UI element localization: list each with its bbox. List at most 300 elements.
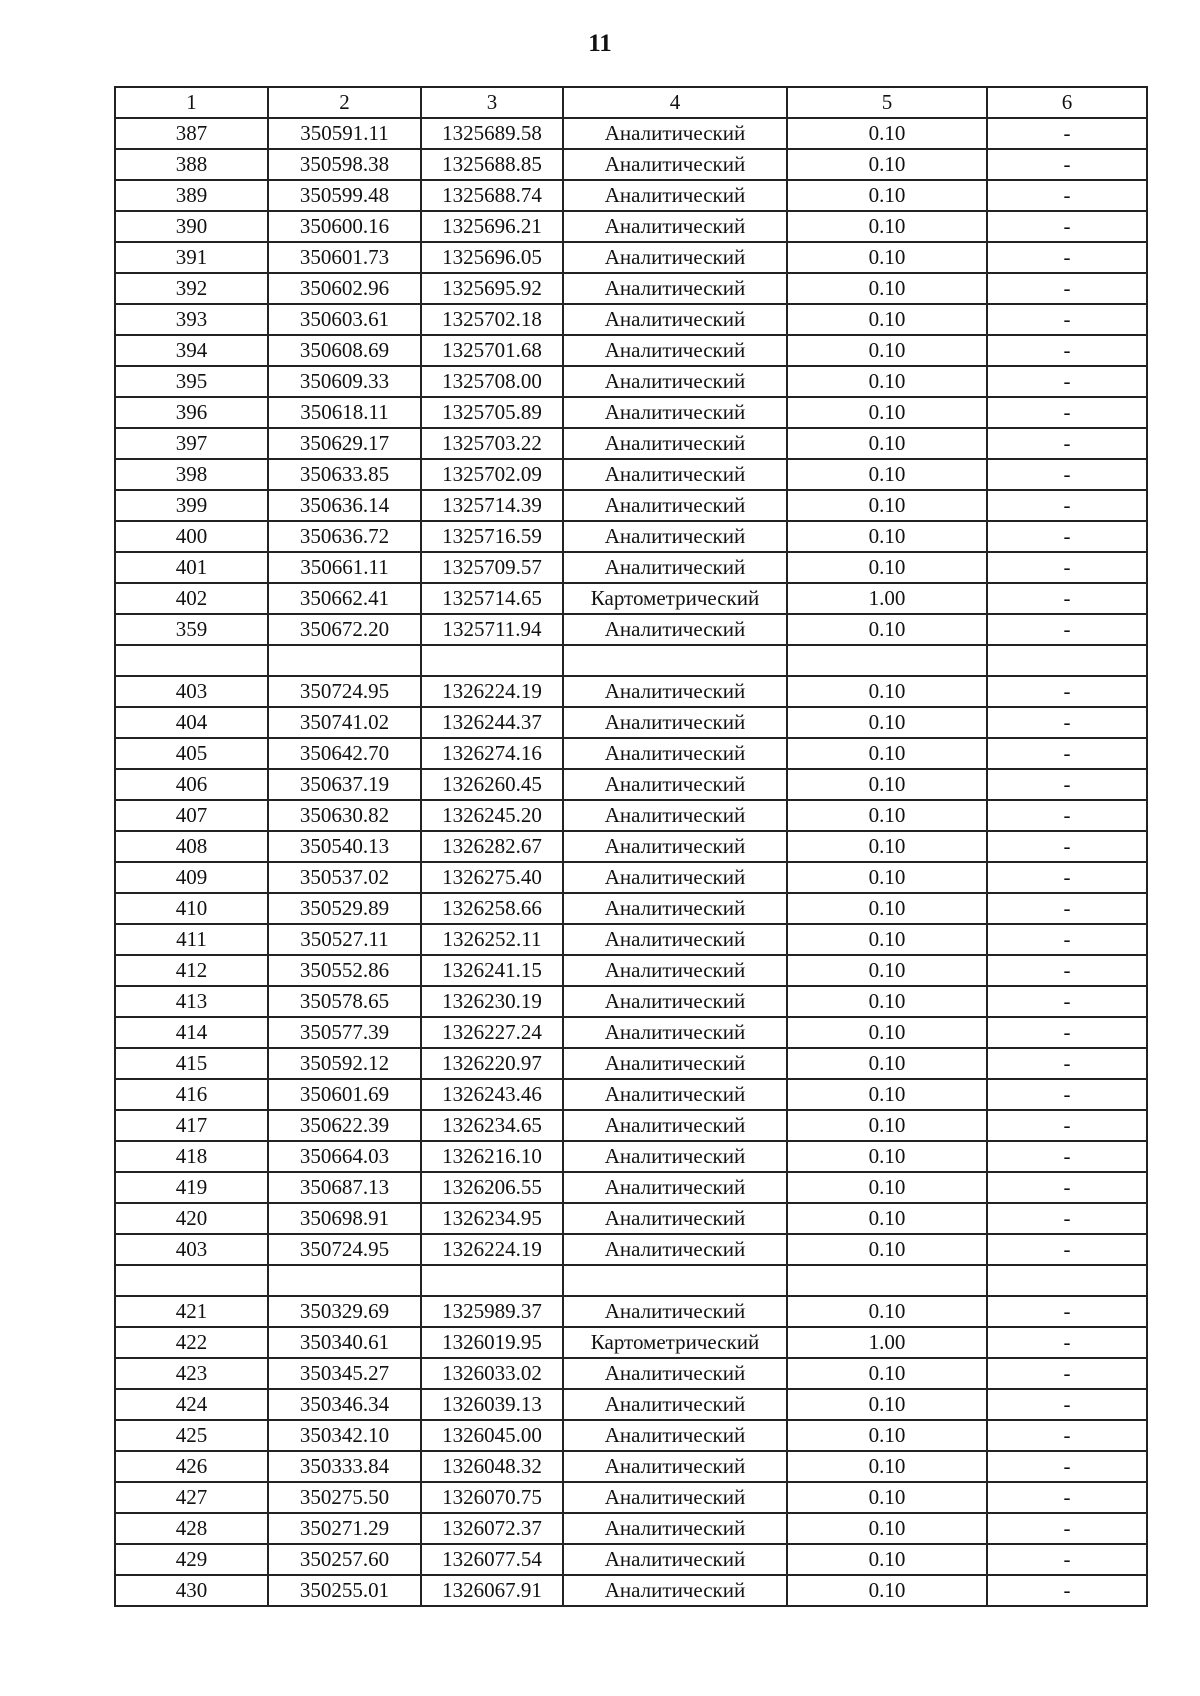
table-cell-col-3: 1325688.74 — [421, 180, 563, 211]
table-cell-col-5: 0.10 — [787, 335, 987, 366]
table-cell-col-1: 429 — [115, 1544, 268, 1575]
table-cell-col-5: 0.10 — [787, 769, 987, 800]
table-cell-col-5: 0.10 — [787, 707, 987, 738]
table-row — [115, 242, 1147, 273]
table-row — [115, 1203, 1147, 1234]
table-cell-col-6: - — [987, 273, 1147, 304]
table-row — [115, 459, 1147, 490]
table-cell-col-2: 350622.39 — [268, 1110, 421, 1141]
table-cell-col-3: 1326072.37 — [421, 1513, 563, 1544]
table-cell-col-5: 1.00 — [787, 1327, 987, 1358]
table-cell-col-6: - — [987, 1017, 1147, 1048]
table-row — [115, 924, 1147, 955]
table-cell-col-3: 1325702.18 — [421, 304, 563, 335]
table-cell-col-4: Аналитический — [563, 1110, 787, 1141]
table-cell-col-6: - — [987, 428, 1147, 459]
table-cell-col-3: 1326048.32 — [421, 1451, 563, 1482]
table-cell-col-3: 1325701.68 — [421, 335, 563, 366]
table-cell-col-5: 0.10 — [787, 1234, 987, 1265]
table-cell-col-4: Аналитический — [563, 1389, 787, 1420]
table-row — [115, 769, 1147, 800]
table-cell-col-3: 1326067.91 — [421, 1575, 563, 1606]
table-cell-col-4: Аналитический — [563, 1544, 787, 1575]
table-cell-col-1 — [115, 645, 268, 676]
table-cell-col-2: 350618.11 — [268, 397, 421, 428]
table-cell-col-6: - — [987, 614, 1147, 645]
table-row — [115, 1575, 1147, 1606]
table-cell-col-1: 387 — [115, 118, 268, 149]
table-cell-col-6: - — [987, 1110, 1147, 1141]
table-row — [115, 1513, 1147, 1544]
table-cell-col-4: Аналитический — [563, 986, 787, 1017]
table-cell-col-6: - — [987, 459, 1147, 490]
table-cell-col-2: 350529.89 — [268, 893, 421, 924]
table-cell-col-4: Аналитический — [563, 242, 787, 273]
table-cell-col-6: - — [987, 1296, 1147, 1327]
table-row — [115, 1141, 1147, 1172]
table-row — [115, 614, 1147, 645]
table-cell-col-2: 350340.61 — [268, 1327, 421, 1358]
table-cell-col-5: 0.10 — [787, 676, 987, 707]
table-row — [115, 1389, 1147, 1420]
column-header-1: 1 — [115, 87, 268, 118]
table-row — [115, 583, 1147, 614]
table-cell-col-5 — [787, 645, 987, 676]
table-cell-col-6: - — [987, 955, 1147, 986]
table-cell-col-3: 1326244.37 — [421, 707, 563, 738]
table-cell-col-4: Аналитический — [563, 397, 787, 428]
table-cell-col-4: Аналитический — [563, 738, 787, 769]
table-cell-col-5: 0.10 — [787, 1017, 987, 1048]
table-row — [115, 1327, 1147, 1358]
table-cell-col-2: 350636.72 — [268, 521, 421, 552]
table-cell-col-6: - — [987, 366, 1147, 397]
table-cell-col-6: - — [987, 1327, 1147, 1358]
table-cell-col-3: 1326275.40 — [421, 862, 563, 893]
table-cell-col-2: 350602.96 — [268, 273, 421, 304]
table-cell-col-6: - — [987, 707, 1147, 738]
table-cell-col-1: 427 — [115, 1482, 268, 1513]
table-cell-col-3: 1326206.55 — [421, 1172, 563, 1203]
table-cell-col-6: - — [987, 924, 1147, 955]
table-cell-col-1: 416 — [115, 1079, 268, 1110]
table-row — [115, 1544, 1147, 1575]
column-header-3: 3 — [421, 87, 563, 118]
table-cell-col-4: Аналитический — [563, 1172, 787, 1203]
table-cell-col-2: 350577.39 — [268, 1017, 421, 1048]
table-cell-col-5: 0.10 — [787, 800, 987, 831]
column-header-5: 5 — [787, 87, 987, 118]
table-cell-col-1: 403 — [115, 1234, 268, 1265]
table-cell-col-2: 350329.69 — [268, 1296, 421, 1327]
table-cell-col-3: 1325714.39 — [421, 490, 563, 521]
table-cell-col-3: 1326216.10 — [421, 1141, 563, 1172]
table-cell-col-3: 1326282.67 — [421, 831, 563, 862]
table-row — [115, 552, 1147, 583]
table-cell-col-2: 350257.60 — [268, 1544, 421, 1575]
table-cell-col-4: Аналитический — [563, 273, 787, 304]
table-cell-col-3: 1325705.89 — [421, 397, 563, 428]
table-cell-col-3: 1326019.95 — [421, 1327, 563, 1358]
table-cell-col-6: - — [987, 1079, 1147, 1110]
table-cell-col-6: - — [987, 986, 1147, 1017]
table-row-blank — [115, 645, 1147, 676]
table-cell-col-3: 1325689.58 — [421, 118, 563, 149]
table-cell-col-4: Аналитический — [563, 924, 787, 955]
table-cell-col-1: 414 — [115, 1017, 268, 1048]
table-row — [115, 1234, 1147, 1265]
table-cell-col-5: 0.10 — [787, 1141, 987, 1172]
table-cell-col-2: 350664.03 — [268, 1141, 421, 1172]
table-cell-col-2: 350724.95 — [268, 676, 421, 707]
table-cell-col-4 — [563, 645, 787, 676]
table-cell-col-1: 405 — [115, 738, 268, 769]
table-row — [115, 1482, 1147, 1513]
table-cell-col-6: - — [987, 118, 1147, 149]
table-cell-col-6: - — [987, 769, 1147, 800]
table-cell-col-5: 0.10 — [787, 1451, 987, 1482]
table-cell-col-4: Аналитический — [563, 1141, 787, 1172]
table-cell-col-6: - — [987, 800, 1147, 831]
table-cell-col-1: 423 — [115, 1358, 268, 1389]
table-cell-col-2: 350552.86 — [268, 955, 421, 986]
table-cell-col-5: 0.10 — [787, 1389, 987, 1420]
table-cell-col-5: 0.10 — [787, 1079, 987, 1110]
table-cell-col-2: 350687.13 — [268, 1172, 421, 1203]
table-cell-col-3: 1326220.97 — [421, 1048, 563, 1079]
table-cell-col-1: 418 — [115, 1141, 268, 1172]
table-cell-col-1: 403 — [115, 676, 268, 707]
table-cell-col-3: 1325695.92 — [421, 273, 563, 304]
table-cell-col-2: 350600.16 — [268, 211, 421, 242]
table-cell-col-3: 1325703.22 — [421, 428, 563, 459]
table-cell-col-4: Аналитический — [563, 1203, 787, 1234]
table-row — [115, 1048, 1147, 1079]
table-row — [115, 1420, 1147, 1451]
table-cell-col-2: 350636.14 — [268, 490, 421, 521]
table-cell-col-3: 1326230.19 — [421, 986, 563, 1017]
table-cell-col-2: 350255.01 — [268, 1575, 421, 1606]
table-cell-col-6: - — [987, 1544, 1147, 1575]
table-row — [115, 831, 1147, 862]
page-number: 11 — [588, 30, 612, 57]
table-cell-col-4: Аналитический — [563, 614, 787, 645]
table-cell-col-4: Аналитический — [563, 118, 787, 149]
table-cell-col-1: 394 — [115, 335, 268, 366]
table-cell-col-6: - — [987, 1420, 1147, 1451]
table-cell-col-6: - — [987, 552, 1147, 583]
table-row — [115, 366, 1147, 397]
table-cell-col-5: 0.10 — [787, 924, 987, 955]
table-cell-col-2: 350275.50 — [268, 1482, 421, 1513]
table-cell-col-3 — [421, 645, 563, 676]
table-cell-col-5: 0.10 — [787, 149, 987, 180]
column-header-4: 4 — [563, 87, 787, 118]
header-row — [115, 87, 1147, 118]
table-cell-col-6: - — [987, 893, 1147, 924]
table-cell-col-2: 350599.48 — [268, 180, 421, 211]
table-cell-col-6: - — [987, 211, 1147, 242]
table-cell-col-4: Аналитический — [563, 955, 787, 986]
table-cell-col-4: Аналитический — [563, 831, 787, 862]
table-cell-col-6: - — [987, 397, 1147, 428]
table-cell-col-4: Аналитический — [563, 1296, 787, 1327]
table-cell-col-2: 350637.19 — [268, 769, 421, 800]
table-row — [115, 335, 1147, 366]
table-cell-col-2: 350346.34 — [268, 1389, 421, 1420]
table-row — [115, 149, 1147, 180]
table-cell-col-3: 1326245.20 — [421, 800, 563, 831]
table-cell-col-4: Аналитический — [563, 149, 787, 180]
table-cell-col-1: 401 — [115, 552, 268, 583]
table-cell-col-3: 1326258.66 — [421, 893, 563, 924]
table-cell-col-2: 350537.02 — [268, 862, 421, 893]
table-cell-col-2: 350608.69 — [268, 335, 421, 366]
table-cell-col-6: - — [987, 242, 1147, 273]
table-cell-col-2: 350578.65 — [268, 986, 421, 1017]
table-cell-col-4: Аналитический — [563, 1358, 787, 1389]
table-cell-col-3: 1325989.37 — [421, 1296, 563, 1327]
table-cell-col-2: 350540.13 — [268, 831, 421, 862]
table-cell-col-1: 388 — [115, 149, 268, 180]
table-cell-col-4: Аналитический — [563, 180, 787, 211]
table-cell-col-6: - — [987, 1513, 1147, 1544]
table-cell-col-6: - — [987, 738, 1147, 769]
table-cell-col-3: 1325702.09 — [421, 459, 563, 490]
table-cell-col-3: 1326039.13 — [421, 1389, 563, 1420]
table-cell-col-1: 399 — [115, 490, 268, 521]
table-cell-col-4: Аналитический — [563, 335, 787, 366]
table-cell-col-5: 0.10 — [787, 1110, 987, 1141]
table-cell-col-1 — [115, 1265, 268, 1296]
table-row — [115, 1296, 1147, 1327]
table-cell-col-4: Аналитический — [563, 893, 787, 924]
table-cell-col-3: 1326260.45 — [421, 769, 563, 800]
table-cell-col-5: 0.10 — [787, 862, 987, 893]
table-cell-col-3: 1325711.94 — [421, 614, 563, 645]
table-row — [115, 800, 1147, 831]
table-cell-col-6: - — [987, 335, 1147, 366]
table-cell-col-3: 1326234.65 — [421, 1110, 563, 1141]
table-cell-col-1: 400 — [115, 521, 268, 552]
table-cell-col-4: Аналитический — [563, 428, 787, 459]
table-cell-col-5: 0.10 — [787, 397, 987, 428]
table-cell-col-5: 0.10 — [787, 738, 987, 769]
table-cell-col-5: 0.10 — [787, 955, 987, 986]
table-cell-col-6: - — [987, 1389, 1147, 1420]
table-cell-col-1: 408 — [115, 831, 268, 862]
table-cell-col-1: 395 — [115, 366, 268, 397]
table-row — [115, 521, 1147, 552]
table-cell-col-5: 0.10 — [787, 831, 987, 862]
table-cell-col-4: Аналитический — [563, 1048, 787, 1079]
column-header-2: 2 — [268, 87, 421, 118]
table-cell-col-5: 0.10 — [787, 180, 987, 211]
table-cell-col-5: 0.10 — [787, 1203, 987, 1234]
table-cell-col-6: - — [987, 676, 1147, 707]
table-row — [115, 397, 1147, 428]
table-cell-col-4: Аналитический — [563, 211, 787, 242]
table-cell-col-3: 1325716.59 — [421, 521, 563, 552]
table-cell-col-3: 1325696.21 — [421, 211, 563, 242]
coordinates-table — [114, 86, 1148, 1607]
table-cell-col-1: 406 — [115, 769, 268, 800]
table-cell-col-1: 389 — [115, 180, 268, 211]
table-cell-col-4: Аналитический — [563, 1482, 787, 1513]
table-cell-col-4: Аналитический — [563, 1575, 787, 1606]
table-cell-col-5: 0.10 — [787, 1482, 987, 1513]
table-cell-col-5: 0.10 — [787, 459, 987, 490]
table-cell-col-5: 0.10 — [787, 242, 987, 273]
table-cell-col-5: 0.10 — [787, 118, 987, 149]
table-cell-col-2: 350642.70 — [268, 738, 421, 769]
table-cell-col-1: 417 — [115, 1110, 268, 1141]
table-cell-col-4: Картометрический — [563, 583, 787, 614]
table-cell-col-3: 1326224.19 — [421, 1234, 563, 1265]
table-cell-col-6: - — [987, 583, 1147, 614]
table-cell-col-2: 350633.85 — [268, 459, 421, 490]
table-cell-col-4: Аналитический — [563, 459, 787, 490]
table-cell-col-2: 350598.38 — [268, 149, 421, 180]
table-cell-col-3: 1326252.11 — [421, 924, 563, 955]
table-cell-col-6: - — [987, 1358, 1147, 1389]
table-cell-col-4: Аналитический — [563, 1451, 787, 1482]
table-cell-col-5: 0.10 — [787, 428, 987, 459]
table-cell-col-5: 0.10 — [787, 304, 987, 335]
table-cell-col-2: 350601.69 — [268, 1079, 421, 1110]
table-row — [115, 955, 1147, 986]
table-cell-col-1: 422 — [115, 1327, 268, 1358]
table-cell-col-6: - — [987, 521, 1147, 552]
table-cell-col-4: Аналитический — [563, 707, 787, 738]
table-cell-col-2: 350271.29 — [268, 1513, 421, 1544]
table-cell-col-2: 350698.91 — [268, 1203, 421, 1234]
table-cell-col-6: - — [987, 149, 1147, 180]
table-cell-col-5: 0.10 — [787, 1544, 987, 1575]
table-cell-col-1: 424 — [115, 1389, 268, 1420]
table-row — [115, 1110, 1147, 1141]
table-cell-col-2: 350591.11 — [268, 118, 421, 149]
table-cell-col-4: Аналитический — [563, 1017, 787, 1048]
table-cell-col-5: 0.10 — [787, 1575, 987, 1606]
table-row — [115, 676, 1147, 707]
table-cell-col-4: Аналитический — [563, 862, 787, 893]
table-cell-col-3: 1326243.46 — [421, 1079, 563, 1110]
table-cell-col-1: 393 — [115, 304, 268, 335]
table-cell-col-5: 0.10 — [787, 1296, 987, 1327]
table-cell-col-4: Аналитический — [563, 800, 787, 831]
table-cell-col-5: 0.10 — [787, 211, 987, 242]
table-cell-col-1: 397 — [115, 428, 268, 459]
table-cell-col-5: 0.10 — [787, 521, 987, 552]
table-row — [115, 862, 1147, 893]
table-cell-col-6 — [987, 645, 1147, 676]
table-cell-col-1: 392 — [115, 273, 268, 304]
table-cell-col-4 — [563, 1265, 787, 1296]
table-cell-col-5: 1.00 — [787, 583, 987, 614]
table-cell-col-2: 350662.41 — [268, 583, 421, 614]
table-cell-col-1: 413 — [115, 986, 268, 1017]
table-cell-col-3: 1326033.02 — [421, 1358, 563, 1389]
table-cell-col-4: Аналитический — [563, 676, 787, 707]
table-cell-col-1: 359 — [115, 614, 268, 645]
table-row — [115, 1017, 1147, 1048]
table-cell-col-1: 421 — [115, 1296, 268, 1327]
table-cell-col-2: 350603.61 — [268, 304, 421, 335]
table-cell-col-5: 0.10 — [787, 1358, 987, 1389]
table-cell-col-1: 412 — [115, 955, 268, 986]
table-cell-col-4: Аналитический — [563, 1234, 787, 1265]
table-cell-col-6: - — [987, 1234, 1147, 1265]
table-cell-col-1: 396 — [115, 397, 268, 428]
table-cell-col-3: 1326234.95 — [421, 1203, 563, 1234]
table-cell-col-5: 0.10 — [787, 1048, 987, 1079]
table-cell-col-5: 0.10 — [787, 490, 987, 521]
column-header-6: 6 — [987, 87, 1147, 118]
table-row — [115, 893, 1147, 924]
table-cell-col-2 — [268, 645, 421, 676]
table-cell-col-5: 0.10 — [787, 366, 987, 397]
table-cell-col-4: Аналитический — [563, 304, 787, 335]
table-cell-col-6: - — [987, 1203, 1147, 1234]
table-cell-col-5: 0.10 — [787, 986, 987, 1017]
table-cell-col-1: 420 — [115, 1203, 268, 1234]
table-cell-col-2: 350527.11 — [268, 924, 421, 955]
table-cell-col-5 — [787, 1265, 987, 1296]
table-cell-col-6 — [987, 1265, 1147, 1296]
table-cell-col-4: Аналитический — [563, 552, 787, 583]
table-cell-col-1: 410 — [115, 893, 268, 924]
table-cell-col-2: 350630.82 — [268, 800, 421, 831]
table-cell-col-4: Аналитический — [563, 1513, 787, 1544]
table-row — [115, 707, 1147, 738]
table-row — [115, 211, 1147, 242]
table-cell-col-4: Аналитический — [563, 366, 787, 397]
table-cell-col-1: 391 — [115, 242, 268, 273]
table-cell-col-4: Аналитический — [563, 1079, 787, 1110]
table-cell-col-1: 407 — [115, 800, 268, 831]
table-cell-col-2: 350601.73 — [268, 242, 421, 273]
table-row — [115, 490, 1147, 521]
table-row — [115, 273, 1147, 304]
table-cell-col-3: 1326224.19 — [421, 676, 563, 707]
table-cell-col-1: 402 — [115, 583, 268, 614]
table-row — [115, 304, 1147, 335]
table-cell-col-5: 0.10 — [787, 893, 987, 924]
table-row — [115, 180, 1147, 211]
table-cell-col-3 — [421, 1265, 563, 1296]
table-cell-col-5: 0.10 — [787, 614, 987, 645]
table-cell-col-1: 415 — [115, 1048, 268, 1079]
table-cell-col-6: - — [987, 831, 1147, 862]
table-cell-col-1: 398 — [115, 459, 268, 490]
table-cell-col-1: 419 — [115, 1172, 268, 1203]
table-row — [115, 738, 1147, 769]
table-cell-col-3: 1325714.65 — [421, 583, 563, 614]
table-cell-col-6: - — [987, 1451, 1147, 1482]
table-cell-col-2: 350333.84 — [268, 1451, 421, 1482]
table-cell-col-6: - — [987, 1482, 1147, 1513]
table-cell-col-4: Аналитический — [563, 1420, 787, 1451]
table-row — [115, 1358, 1147, 1389]
table-cell-col-1: 425 — [115, 1420, 268, 1451]
table-cell-col-3: 1326241.15 — [421, 955, 563, 986]
table-cell-col-3: 1326274.16 — [421, 738, 563, 769]
table-cell-col-3: 1326077.54 — [421, 1544, 563, 1575]
table-cell-col-1: 409 — [115, 862, 268, 893]
table-cell-col-6: - — [987, 862, 1147, 893]
table-cell-col-6: - — [987, 1048, 1147, 1079]
